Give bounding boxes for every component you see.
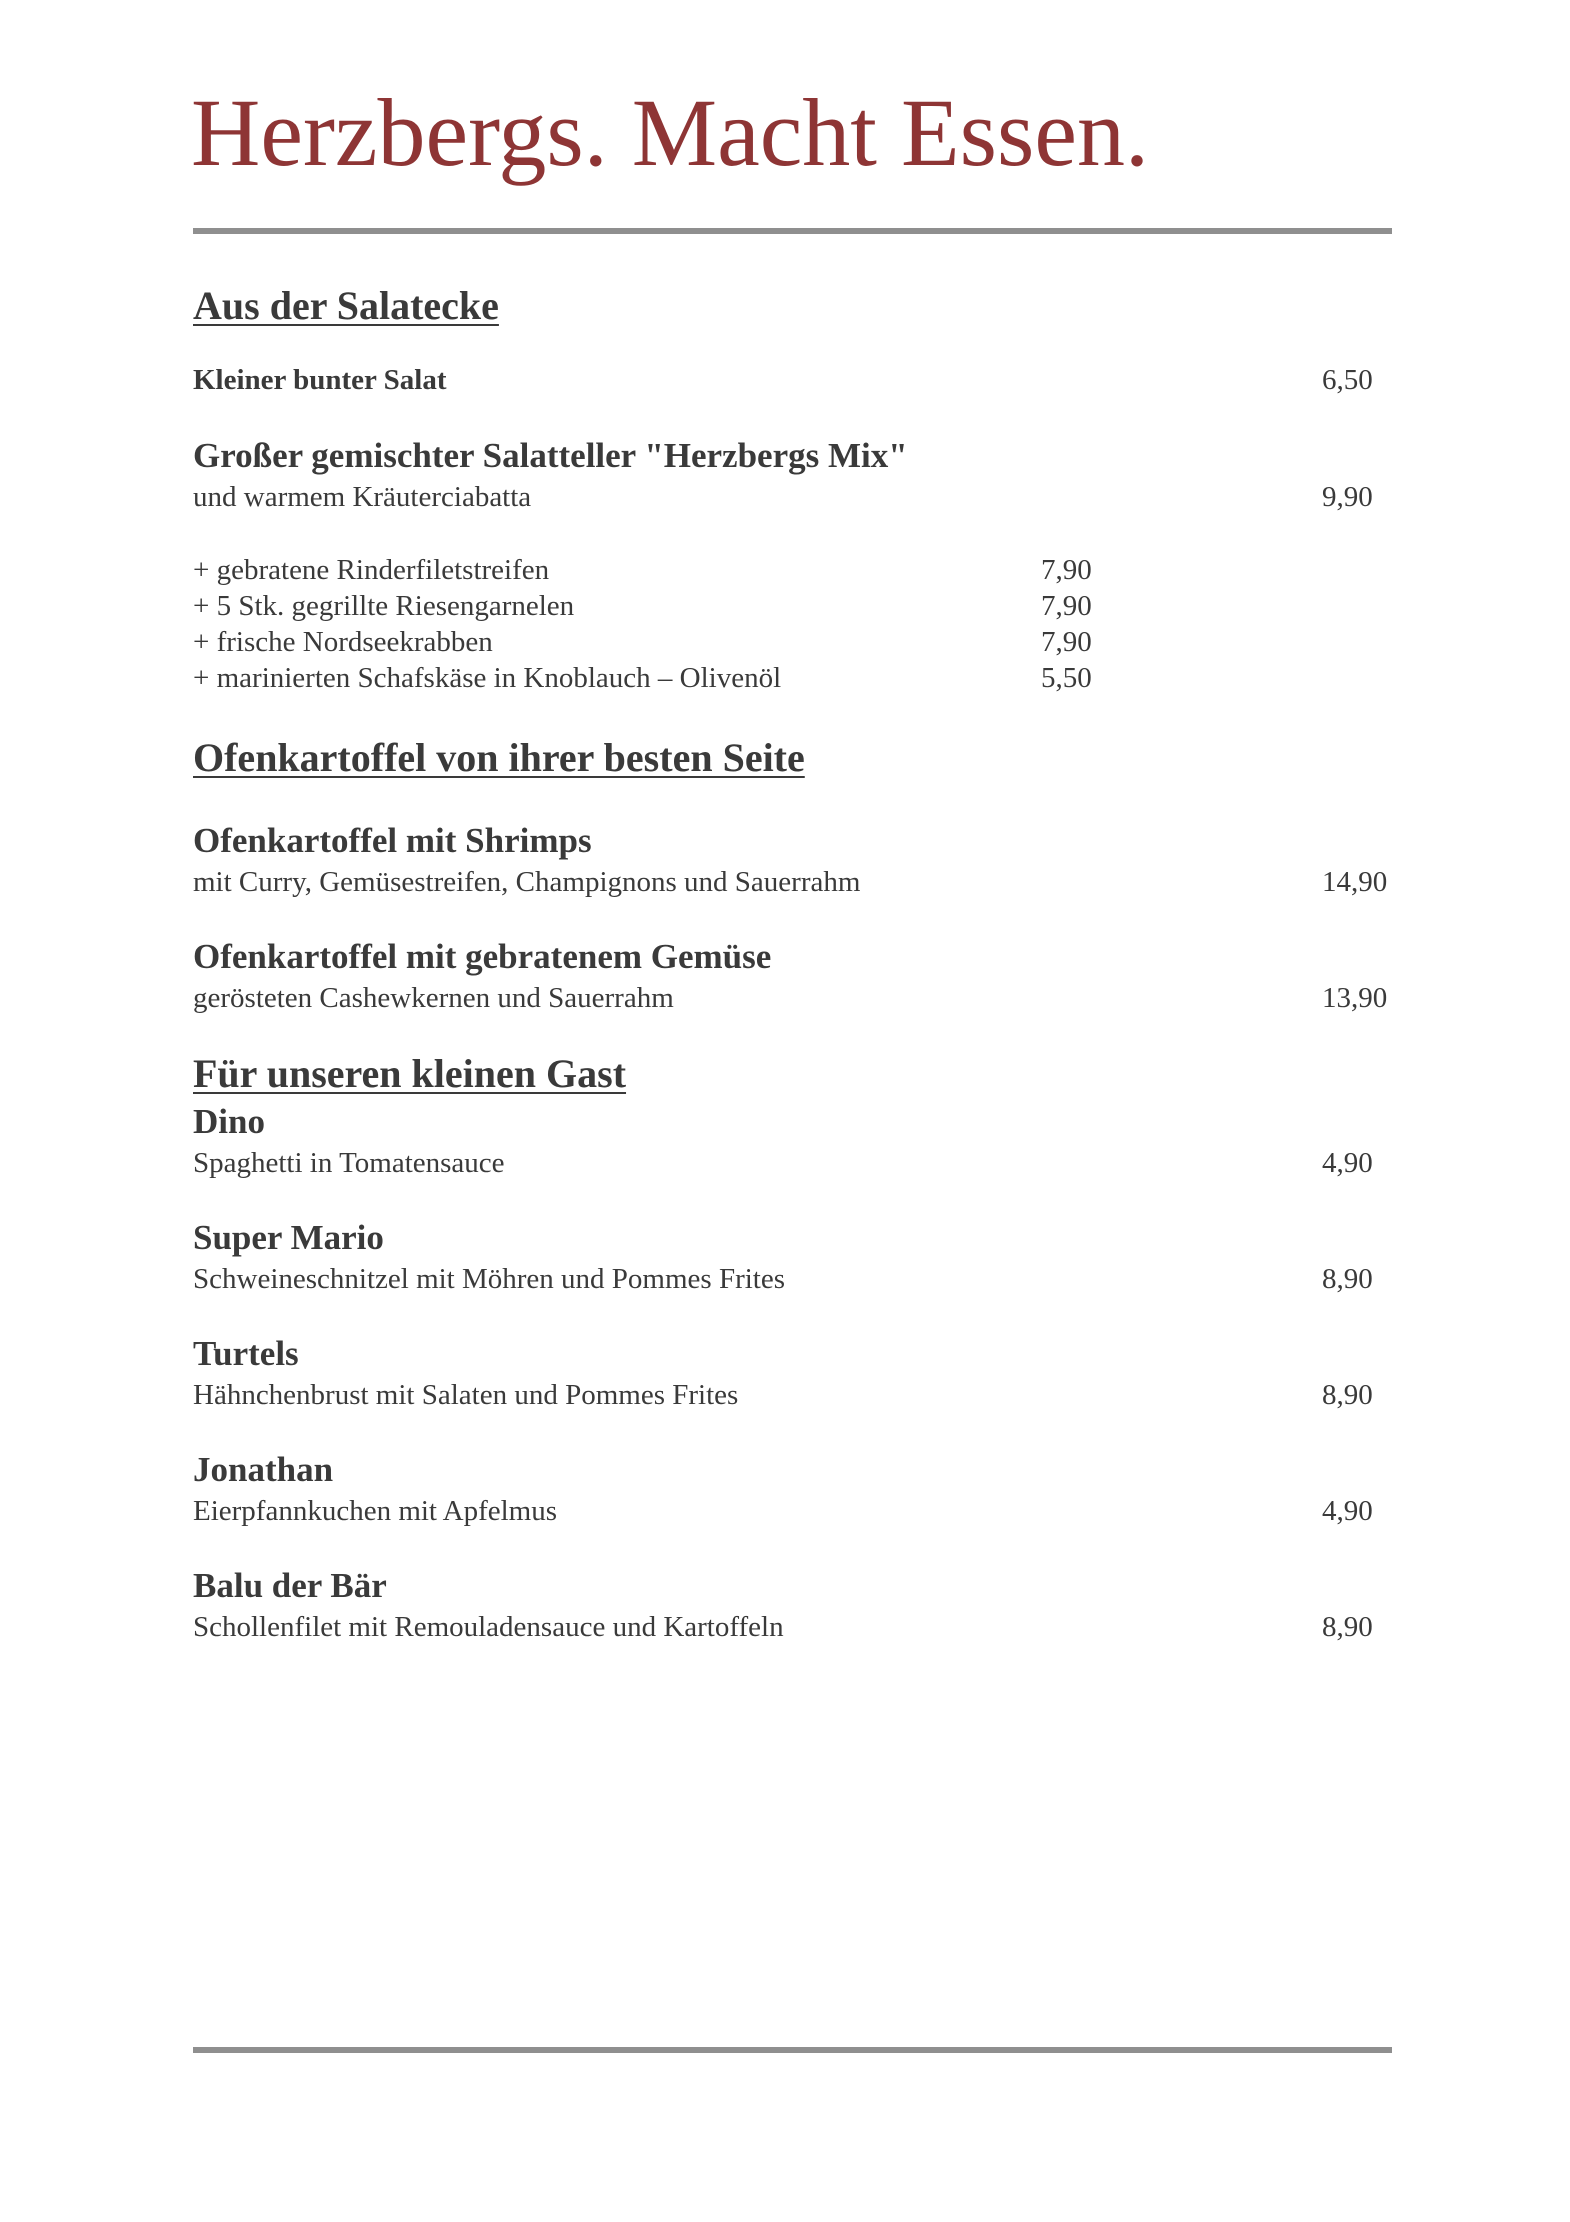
menu-item-price: 4,90 — [1322, 1495, 1373, 1527]
extra-item-price: 5,50 — [1041, 662, 1092, 694]
menu-item-description: gerösteten Cashewkernen und Sauerrahm — [193, 982, 674, 1014]
menu-item-name: Großer gemischter Salatteller "Herzbergs Mix" — [193, 436, 908, 475]
section-heading-kinder: Für unseren kleinen Gast — [193, 1051, 627, 1096]
page-title: Herzbergs. Macht Essen. — [191, 79, 1149, 186]
menu-item-name: Jonathan — [193, 1450, 334, 1489]
menu-item-price: 14,90 — [1322, 866, 1388, 898]
menu-item-description: Hähnchenbrust mit Salaten und Pommes Frites — [193, 1379, 739, 1411]
menu-item-name: Kleiner bunter Salat — [193, 364, 447, 396]
menu-item-name: Ofenkartoffel mit gebratenem Gemüse — [193, 937, 772, 976]
menu-item-price: 9,90 — [1322, 481, 1373, 513]
menu-item-price: 6,50 — [1322, 364, 1373, 396]
section-heading-ofenkartoffel: Ofenkartoffel von ihrer besten Seite — [193, 735, 805, 780]
extra-item-label: + marinierten Schafskäse in Knoblauch – Olivenöl — [193, 662, 782, 694]
menu-item-price: 8,90 — [1322, 1611, 1373, 1643]
extra-item-label: + gebratene Rinderfiletstreifen — [193, 554, 550, 586]
extra-item-price: 7,90 — [1041, 554, 1092, 586]
menu-item-price: 13,90 — [1322, 982, 1388, 1014]
bottom-divider — [193, 2047, 1392, 2053]
menu-item-name: Balu der Bär — [193, 1566, 387, 1605]
top-divider — [193, 228, 1392, 234]
menu-item-name: Dino — [193, 1102, 265, 1141]
menu-item-price: 4,90 — [1322, 1147, 1373, 1179]
extra-item-label: + frische Nordseekrabben — [193, 626, 493, 658]
menu-item-price: 8,90 — [1322, 1379, 1373, 1411]
section-heading-salatecke: Aus der Salatecke — [193, 283, 499, 328]
menu-item-description: Spaghetti in Tomatensauce — [193, 1147, 505, 1179]
menu-item-description: und warmem Kräuterciabatta — [193, 481, 532, 513]
menu-item-name: Ofenkartoffel mit Shrimps — [193, 821, 592, 860]
menu-item-price: 8,90 — [1322, 1263, 1373, 1295]
extra-item-price: 7,90 — [1041, 590, 1092, 622]
extra-item-label: + 5 Stk. gegrillte Riesengarnelen — [193, 590, 575, 622]
menu-item-description: Eierpfannkuchen mit Apfelmus — [193, 1495, 558, 1527]
menu-item-description: Schweineschnitzel mit Möhren und Pommes Frites — [193, 1263, 786, 1295]
menu-item-name: Turtels — [193, 1334, 299, 1373]
menu-item-description: Schollenfilet mit Remouladensauce und Kartoffeln — [193, 1611, 784, 1643]
extra-item-price: 7,90 — [1041, 626, 1092, 658]
menu-item-description: mit Curry, Gemüsestreifen, Champignons und Sauerrahm — [193, 866, 861, 898]
menu-item-name: Super Mario — [193, 1218, 384, 1257]
